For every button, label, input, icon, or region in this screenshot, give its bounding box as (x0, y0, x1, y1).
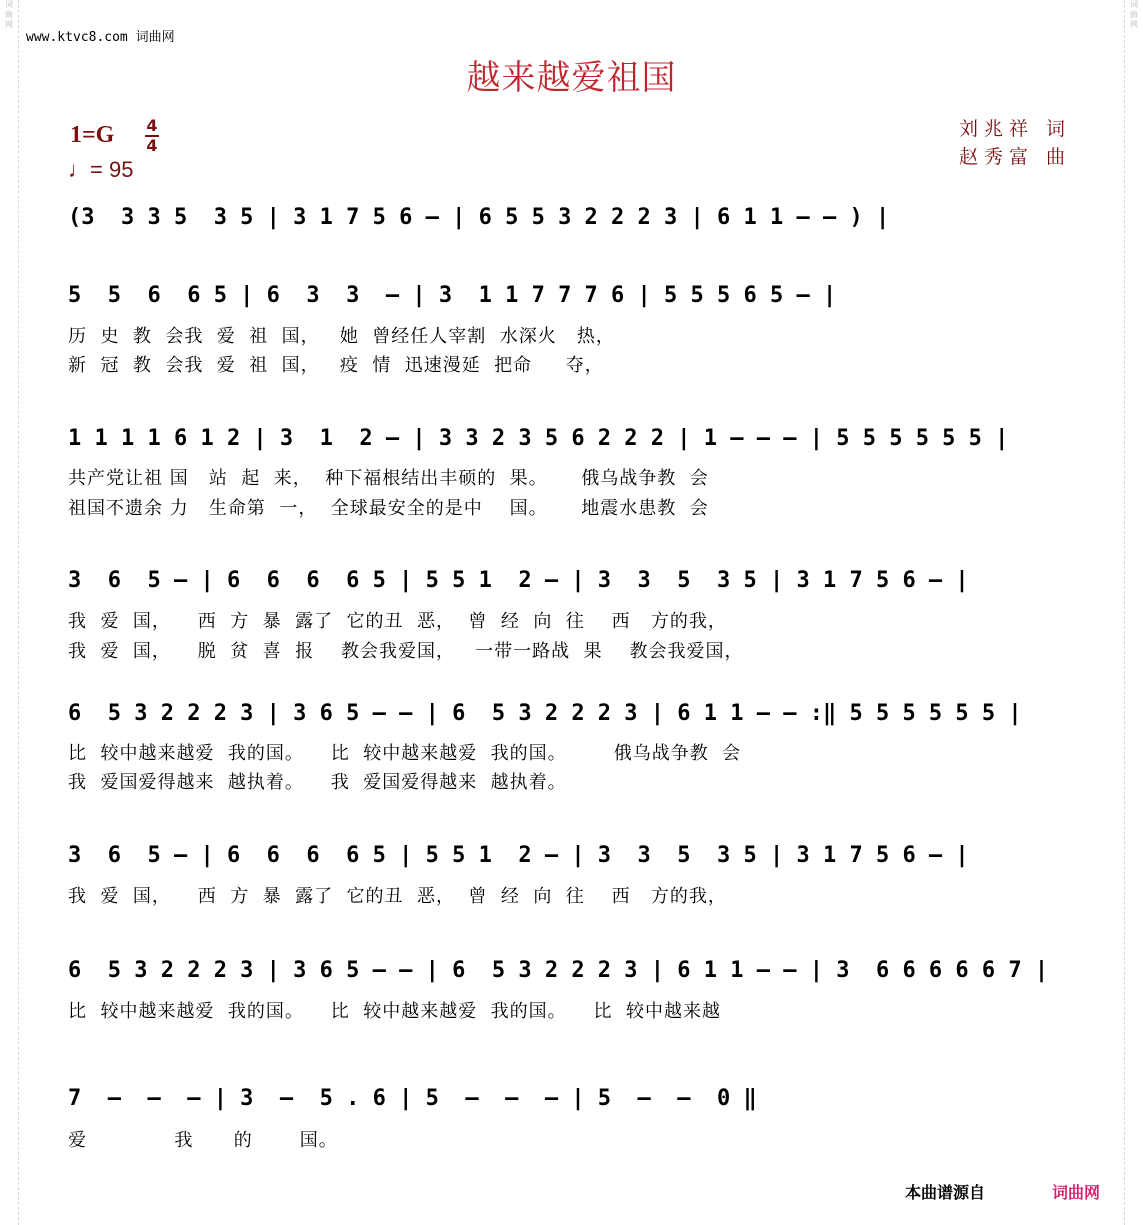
score-line-7-lyric-verse-1: 比 较中越来越爱 我的国。 比 较中越来越爱 我的国。 比 较中越来越 (68, 1001, 721, 1022)
score-line-3-lyric-verse-1: 共产党让祖 国 站 起 来， 种下福根结出丰硕的 果。 俄乌战争教 会 (68, 468, 709, 489)
score-line-2-lyric-verse-2: 新 冠 教 会我 爱 祖 国， 疫 情 迅速漫延 把命 夺， (68, 355, 604, 376)
meter-bottom: 4 (146, 136, 158, 155)
watermark-text: 词 曲 网 (1130, 0, 1138, 29)
score-line-8-notes: 7 – – – | 3 – 5 . 6 | 5 – – – | 5 – – 0 ‖ (68, 1086, 757, 1111)
score-line-4-lyric-verse-1: 我 爱 国， 西 方 暴 露了 它的丑 恶， 曾 经 向 往 西 方的我， (68, 611, 727, 632)
score-line-4-notes: 3 6 5 – | 6 6 6 6 5 | 5 5 1 2 – | 3 3 5 3 5 | 3 1 7 5 6 – | (68, 568, 969, 593)
site-url[interactable]: www.ktvc8.com 词曲网 (26, 30, 175, 45)
score-line-2-notes: 5 5 6 6 5 | 6 3 3 – | 3 1 1 7 7 7 6 | 5 5 5 6 5 – | (68, 283, 837, 308)
lyricist-credit: 刘兆祥 词 (958, 118, 1071, 140)
score-line-7-notes: 6 5 3 2 2 2 3 | 3 6 5 – – | 6 5 3 2 2 2 3 | 6 1 1 – – | 3 6 6 6 6 6 7 | (68, 958, 1049, 983)
tempo-marking: ♩= 95 (68, 157, 134, 182)
song-title: 越来越爱祖国 (466, 58, 677, 98)
score-line-8-lyric-verse-1: 爱 我 的 国。 (68, 1130, 338, 1151)
composer-credit: 赵秀富 曲 (958, 146, 1071, 168)
score-line-5-notes: 6 5 3 2 2 2 3 | 3 6 5 – – | 6 5 3 2 2 2 3 | 6 1 1 – – :‖ 5 5 5 5 5 5 | (68, 701, 1022, 726)
score-line-1-notes: (3 3 3 5 3 5 | 3 1 7 5 6 – | 6 5 5 3 2 2 2 3 | 6 1 1 – – ) | (68, 205, 890, 230)
watermark-text: 词 曲 网 (5, 0, 13, 29)
score-line-6-lyric-verse-1: 我 爱 国， 西 方 暴 露了 它的丑 恶， 曾 经 向 往 西 方的我， (68, 886, 727, 907)
footer-source-text: 本曲谱源自 (905, 1183, 986, 1202)
meter-top: 4 (146, 116, 158, 135)
score-line-6-notes: 3 6 5 – | 6 6 6 6 5 | 5 5 1 2 – | 3 3 5 3 5 | 3 1 7 5 6 – | (68, 843, 969, 868)
score-line-3-notes: 1 1 1 1 6 1 2 | 3 1 2 – | 3 3 2 3 5 6 2 2 2 | 1 – – – | 5 5 5 5 5 5 | (68, 426, 1009, 451)
footer-brand-link[interactable]: 词曲网 (1052, 1183, 1101, 1202)
score-line-5-lyric-verse-1: 比 较中越来越爱 我的国。 比 较中越来越爱 我的国。 俄乌战争教 会 (68, 743, 742, 764)
score-line-4-lyric-verse-2: 我 爱 国， 脱 贫 喜 报 教会我爱国， 一带一路战 果 教会我爱国， (68, 641, 744, 662)
score-line-3-lyric-verse-2: 祖国不遗余 力 生命第 一， 全球最安全的是中 国。 地震水患教 会 (68, 498, 709, 519)
key-signature: 1=G (70, 122, 115, 148)
time-signature (145, 118, 159, 154)
left-watermark-strip (0, 0, 19, 1225)
score-line-5-lyric-verse-2: 我 爱国爱得越来 越执着。 我 爱国爱得越来 越执着。 (68, 772, 567, 793)
right-watermark-strip (1124, 0, 1143, 1225)
score-line-2-lyric-verse-1: 历 史 教 会我 爱 祖 国， 她 曾经任人宰割 水深火 热， (68, 326, 615, 347)
